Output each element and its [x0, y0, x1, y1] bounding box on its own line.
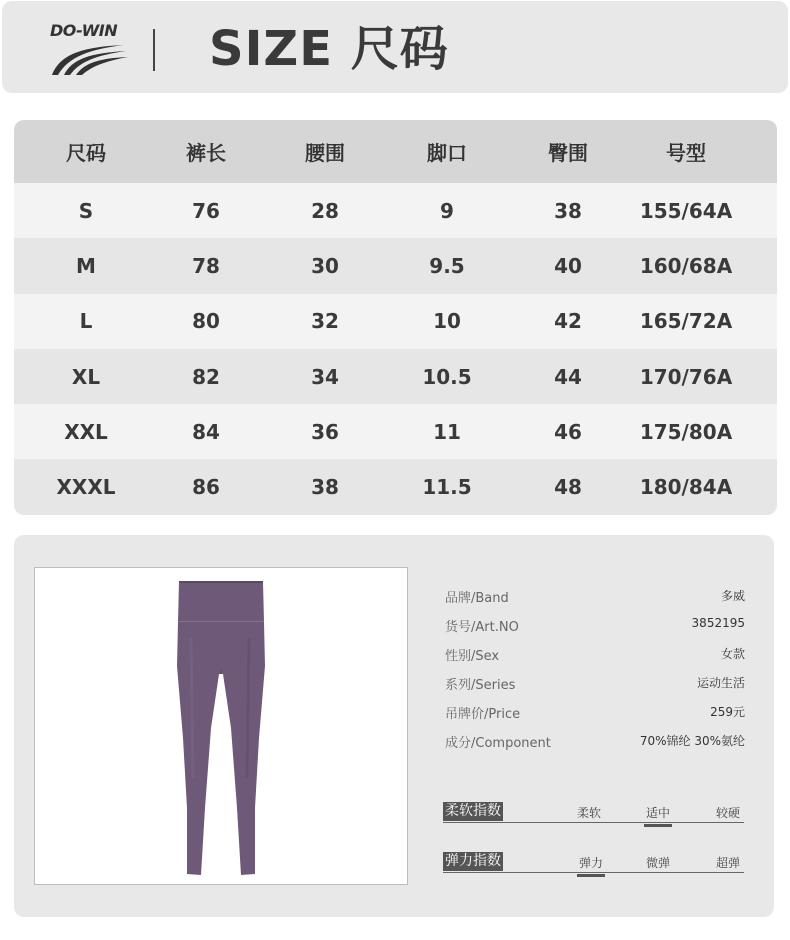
column-header-cuff: 脚口 [427, 141, 467, 165]
brand-logo [50, 21, 130, 77]
table-row [14, 238, 777, 293]
column-header-length: 裤长 [186, 141, 226, 165]
table-cell: 36 [311, 419, 339, 444]
table-cell: 155/64A [639, 198, 733, 223]
spec-value: 女款 [720, 647, 745, 661]
spec-value: 多威 [720, 589, 745, 603]
table-cell: XXL [64, 419, 108, 444]
elasticity-option: 超弹 [716, 856, 741, 870]
column-header-size: 尺码 [66, 141, 106, 165]
table-row [14, 183, 777, 238]
table-cell: 86 [192, 475, 220, 500]
product-image-frame [34, 567, 408, 885]
table-cell: 48 [554, 475, 582, 500]
table-cell: 165/72A [639, 309, 733, 334]
table-cell: 38 [311, 475, 339, 500]
spec-value: 3852195 [691, 616, 745, 630]
spec-value: 70%锦纶 30%氨纶 [639, 734, 745, 748]
softness-option-selected: 适中 [646, 806, 671, 820]
spec-row-art-no [445, 616, 745, 645]
spec-row-series [445, 674, 745, 703]
header-divider [153, 29, 155, 71]
table-cell: 9 [440, 198, 454, 223]
table-cell: 80 [192, 309, 220, 334]
table-cell: 170/76A [639, 364, 733, 389]
table-cell: 44 [554, 364, 582, 389]
table-cell: 82 [192, 364, 220, 389]
table-row [14, 349, 777, 404]
table-cell: 46 [554, 419, 582, 444]
spec-key: 系列/Series [445, 678, 516, 693]
table-cell: XXXL [56, 475, 116, 500]
spec-row-component [445, 732, 745, 761]
spec-key: 品牌/Band [445, 591, 509, 606]
spec-list [445, 587, 745, 761]
elasticity-option: 微弹 [646, 856, 671, 870]
product-info-card [14, 535, 774, 917]
table-cell: 76 [192, 198, 220, 223]
column-header-hip: 臀围 [548, 141, 588, 165]
table-cell: 11 [433, 419, 461, 444]
table-cell: 160/68A [639, 253, 733, 278]
table-cell: 40 [554, 253, 582, 278]
spec-key: 性别/Sex [445, 649, 500, 664]
spec-key: 成分/Component [445, 736, 551, 751]
spec-row-brand [445, 587, 745, 616]
elasticity-label: 弹力指数 [445, 853, 501, 869]
spec-row-price [445, 703, 745, 732]
elasticity-option-selected: 弹力 [579, 856, 604, 870]
table-cell: 9.5 [429, 253, 465, 278]
table-cell: XL [71, 364, 101, 389]
swoosh-icon [50, 41, 130, 77]
table-cell: 180/84A [639, 475, 733, 500]
table-row [14, 294, 777, 349]
column-header-fit: 号型 [666, 141, 706, 165]
page-title: SIZE 尺码 [209, 21, 449, 77]
size-table [14, 120, 777, 515]
table-cell: 38 [554, 198, 582, 223]
leggings-image [171, 578, 271, 878]
table-cell: 42 [554, 309, 582, 334]
header-banner [2, 1, 788, 93]
table-cell: 10 [433, 309, 461, 334]
table-header-row [14, 120, 777, 183]
softness-rating [443, 801, 744, 823]
table-cell: 175/80A [639, 419, 733, 444]
table-cell: 78 [192, 253, 220, 278]
column-header-waist: 腰围 [305, 141, 345, 165]
spec-key: 吊牌价/Price [445, 707, 521, 722]
softness-option: 较硬 [716, 806, 741, 820]
softness-option: 柔软 [577, 806, 602, 820]
brand-logo-text: DO-WIN [50, 21, 118, 40]
spec-row-sex [445, 645, 745, 674]
elasticity-rating [443, 851, 744, 873]
spec-value: 运动生活 [696, 676, 745, 690]
table-cell: L [79, 309, 93, 334]
table-cell: M [76, 253, 96, 278]
table-cell: 28 [311, 198, 339, 223]
table-cell: 11.5 [422, 475, 472, 500]
table-row [14, 459, 777, 514]
table-row [14, 404, 777, 459]
table-cell: S [78, 198, 94, 223]
softness-label: 柔软指数 [445, 803, 501, 819]
table-cell: 34 [311, 364, 339, 389]
spec-key: 货号/Art.NO [445, 620, 519, 635]
table-cell: 30 [311, 253, 339, 278]
table-cell: 10.5 [422, 364, 472, 389]
table-cell: 84 [192, 419, 220, 444]
table-cell: 32 [311, 309, 339, 334]
spec-value: 259元 [710, 705, 745, 719]
